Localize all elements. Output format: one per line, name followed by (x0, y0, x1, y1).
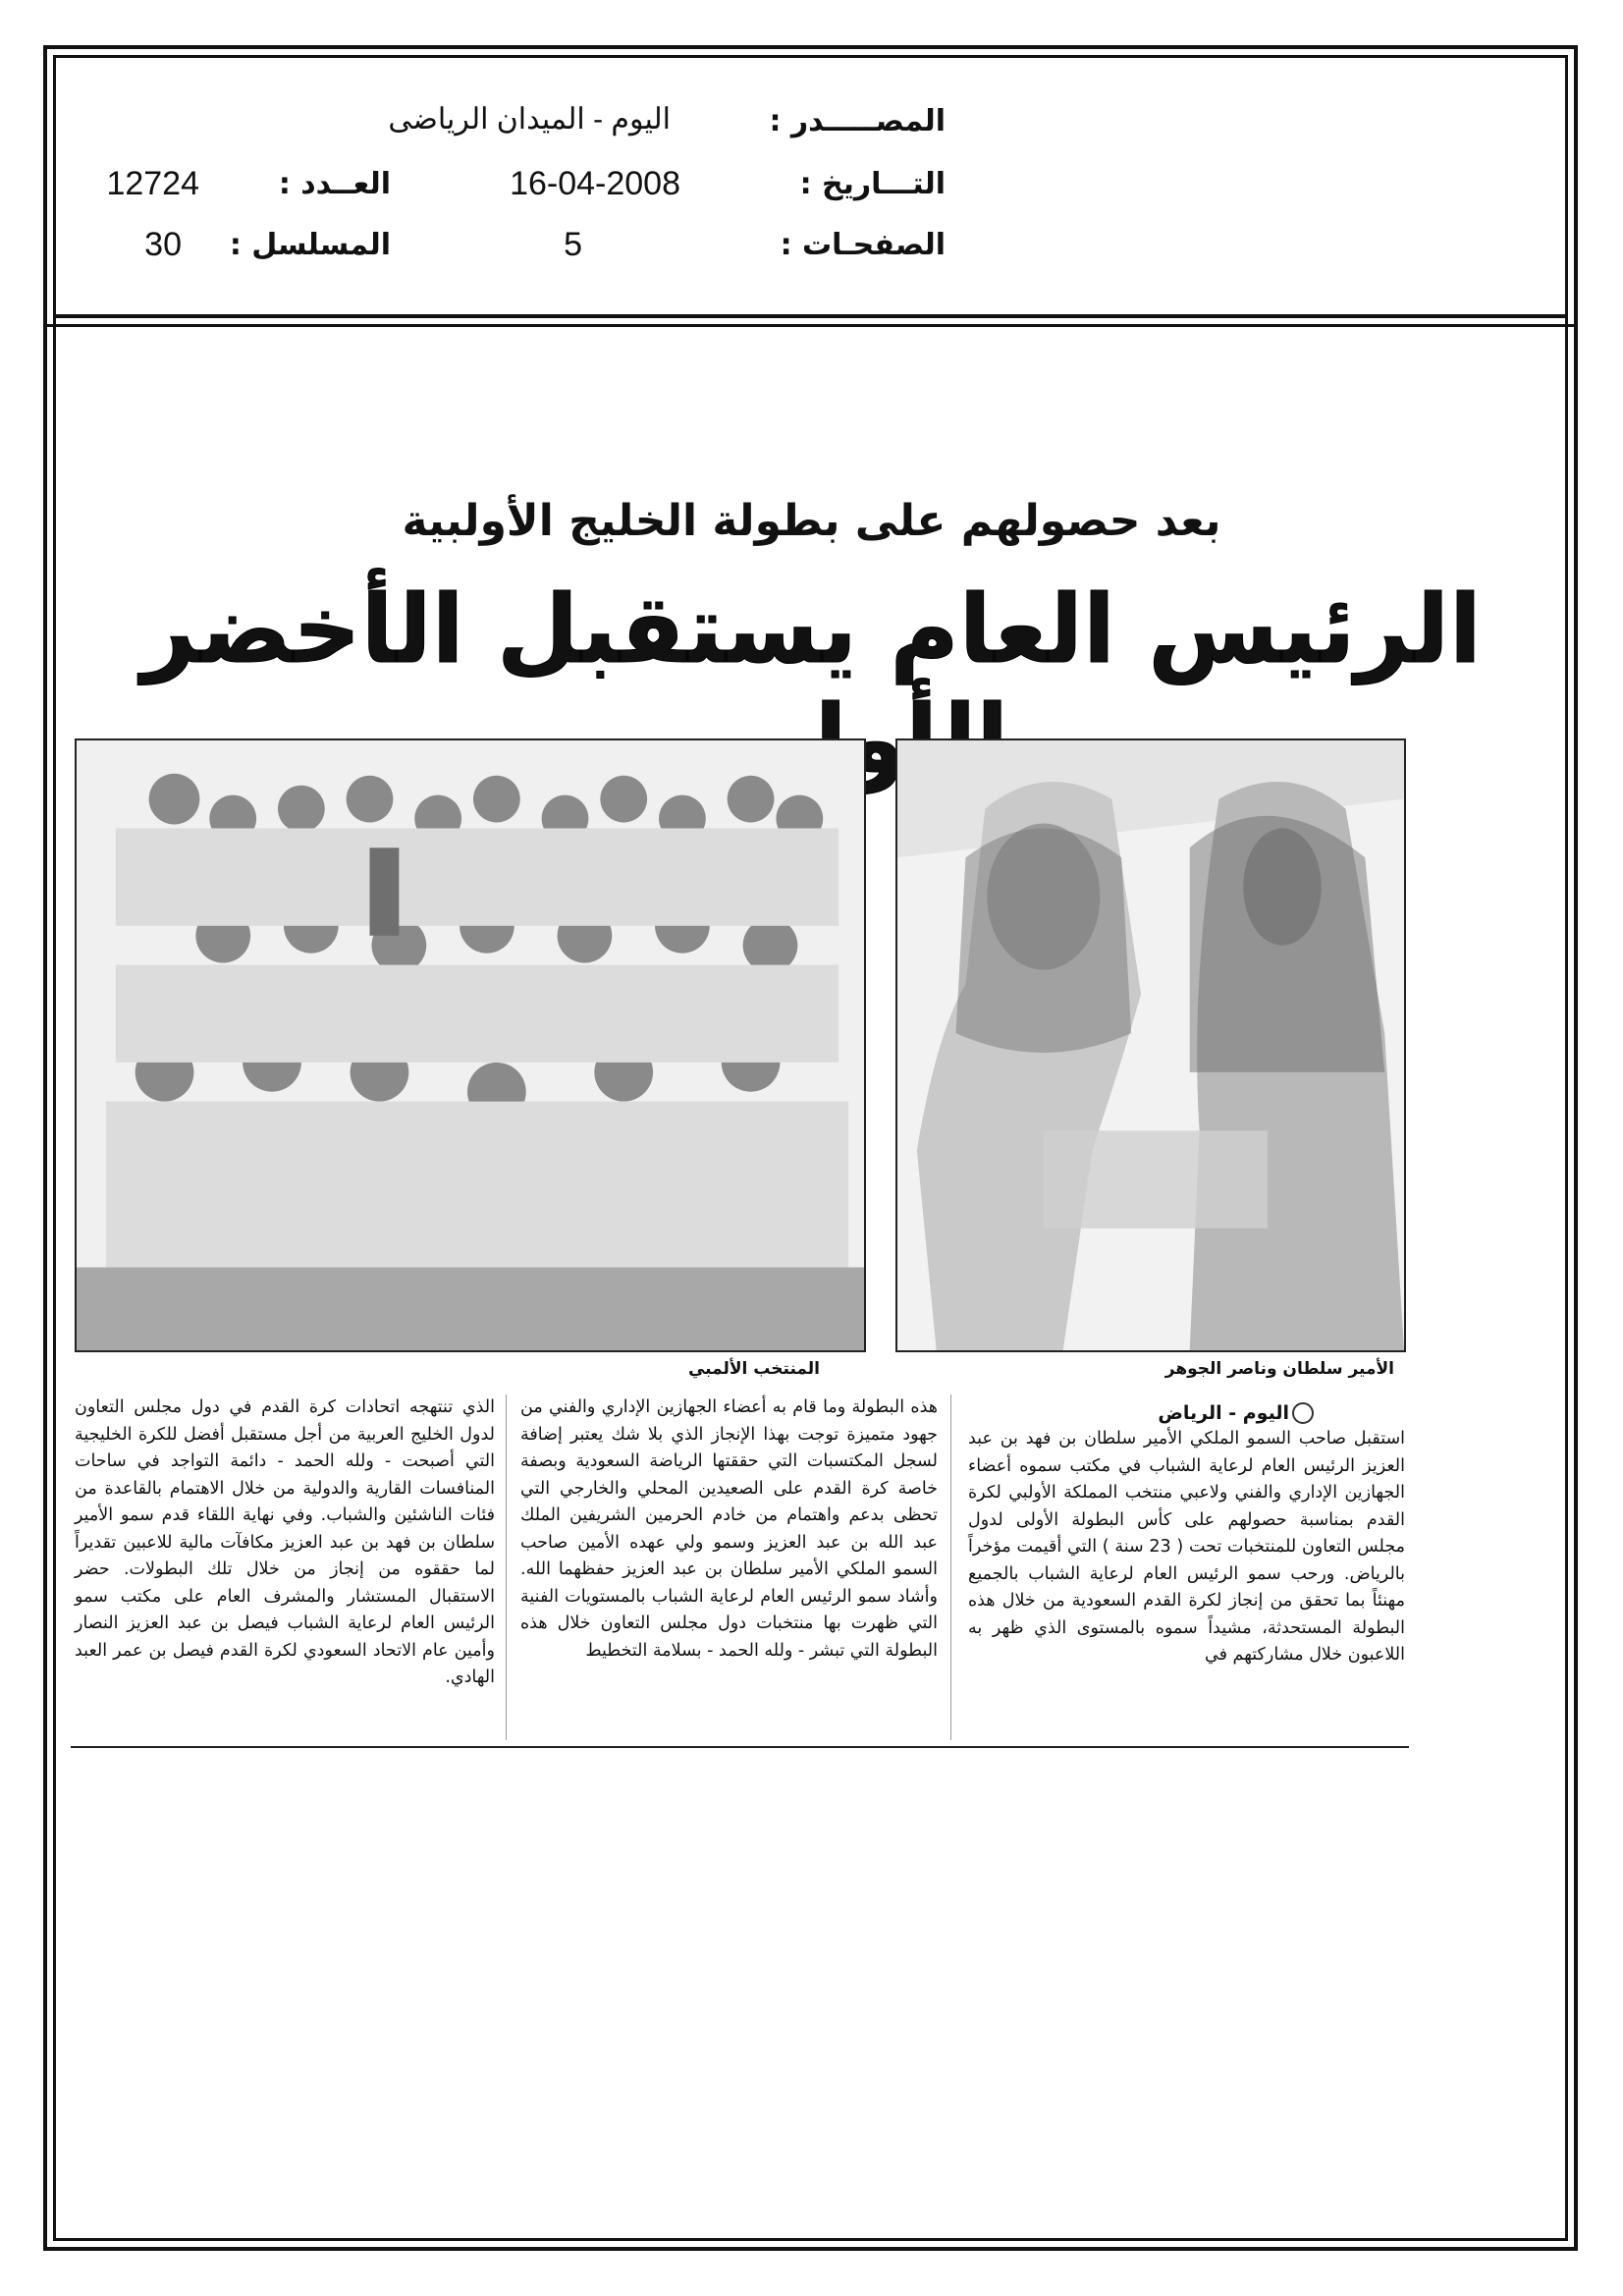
dateline: اليوم - الرياض (1158, 1402, 1289, 1424)
pages-label: الصفحـات : (780, 228, 946, 262)
photo-left-caption: المنتخب الألمبي (687, 1359, 820, 1379)
column-divider-1 (950, 1394, 951, 1740)
article-column-2: هذه البطولة وما قام به أعضاء الجهازين الإداري والفني من جهود متميزة توجت بهذا الإنجاز الذي بلا شك يعتبر إضافة لسجل المكتسبات التي حققتها الرياضة السعودية وبصفة خاصة كرة القدم على الصعيدين المحلي والخارجي التي تحظى بدعم واهتمام من خادم الحرمين الشريفين الملك عبد الله بن عبد العزيز وسمو ولي عهده الأمين صاحب السمو الملكي الأمير سلطان بن عبد العزيز حفظهما الله. وأشاد سمو الرئيس العام لرعاية الشباب بالمستويات الفنية التي ظهرت بها منتخبات دول مجلس التعاون خلال هذه البطولة التي تبشر - ولله الحمد - بسلامة التخطيط (520, 1397, 938, 1661)
article-column-1: استقبل صاحب السمو الملكي الأمير سلطان بن فهد بن عبد العزيز الرئيس العام لرعاية الشباب في مكتب سموه أعضاء الجهازين الإداري والفني ولاعبي منتخب المملكة الأولبي لكرة القدم بمناسبة حصولهم على كأس البطولة الأولى لدول مجلس التعاون للمنتخبات تحت ( 23 سنة ) التي أقيمت مؤخراً بالرياض. ورحب سمو الرئيس العام لرعاية الشباب بالجميع مهنئاً بما تحقق من إنجاز لكرة القدم السعودية من خلال هذه البطولة المستحدثة، مشيداً سموه بالمستوى الذي ظهر به اللاعبون خلال مشاركتهم في (968, 1429, 1405, 1665)
article-column-3: الذي تنتهجه اتحادات كرة القدم في دول مجلس التعاون لدول الخليج العربية من أجل مستقبل أفضل للكرة الخليجية التي أصبحت - ولله الحمد - دائمة التواجد في ساحات المنافسات القارية والدولية من خلال الاهتمام بالقاعدة من فئات الناشئين والشباب. وفي نهاية اللقاء قدم سمو الأمير سلطان بن فهد بن عبد العزيز مكافآت مالية للاعبين تقديراً لما حققوه من إنجاز من خلال تلك البطولات. حضر الاستقبال المستشار والمشرف العام على مكتب سمو الرئيس العام لرعاية الشباب فيصل بن عبد العزيز النصار وأمين عام الاتحاد السعودي لكرة القدم فيصل بن عمر العبد الهادي. (75, 1397, 495, 1687)
serial-value: 30 (144, 226, 182, 263)
column-divider-2 (506, 1394, 507, 1740)
issue-value: 12724 (106, 165, 199, 202)
header-divider-outer (43, 324, 1578, 327)
issue-label: العــدد : (278, 167, 391, 201)
article-bottom-rule (71, 1746, 1409, 1748)
source-value: اليوم - الميدان الرياضى (388, 103, 671, 136)
photo-olympic-team (75, 738, 866, 1352)
header-divider (53, 314, 1568, 318)
serial-label: المسلسل : (229, 228, 391, 262)
photo-prince-and-official (895, 738, 1406, 1352)
photo-right-caption: الأمير سلطان وناصر الجوهر (1164, 1359, 1394, 1379)
article-headline: الرئيس العام يستقبل الأخضر (141, 574, 1482, 684)
source-label: المصـــــدر : (769, 104, 946, 138)
pages-value: 5 (564, 226, 582, 263)
article-kicker: بعد حصولهم على بطولة الخليج الأولبية (402, 496, 1221, 546)
date-value: 16-04-2008 (510, 165, 680, 202)
dateline-marker-icon (1292, 1402, 1314, 1424)
date-label: التـــاريخ : (799, 167, 946, 201)
